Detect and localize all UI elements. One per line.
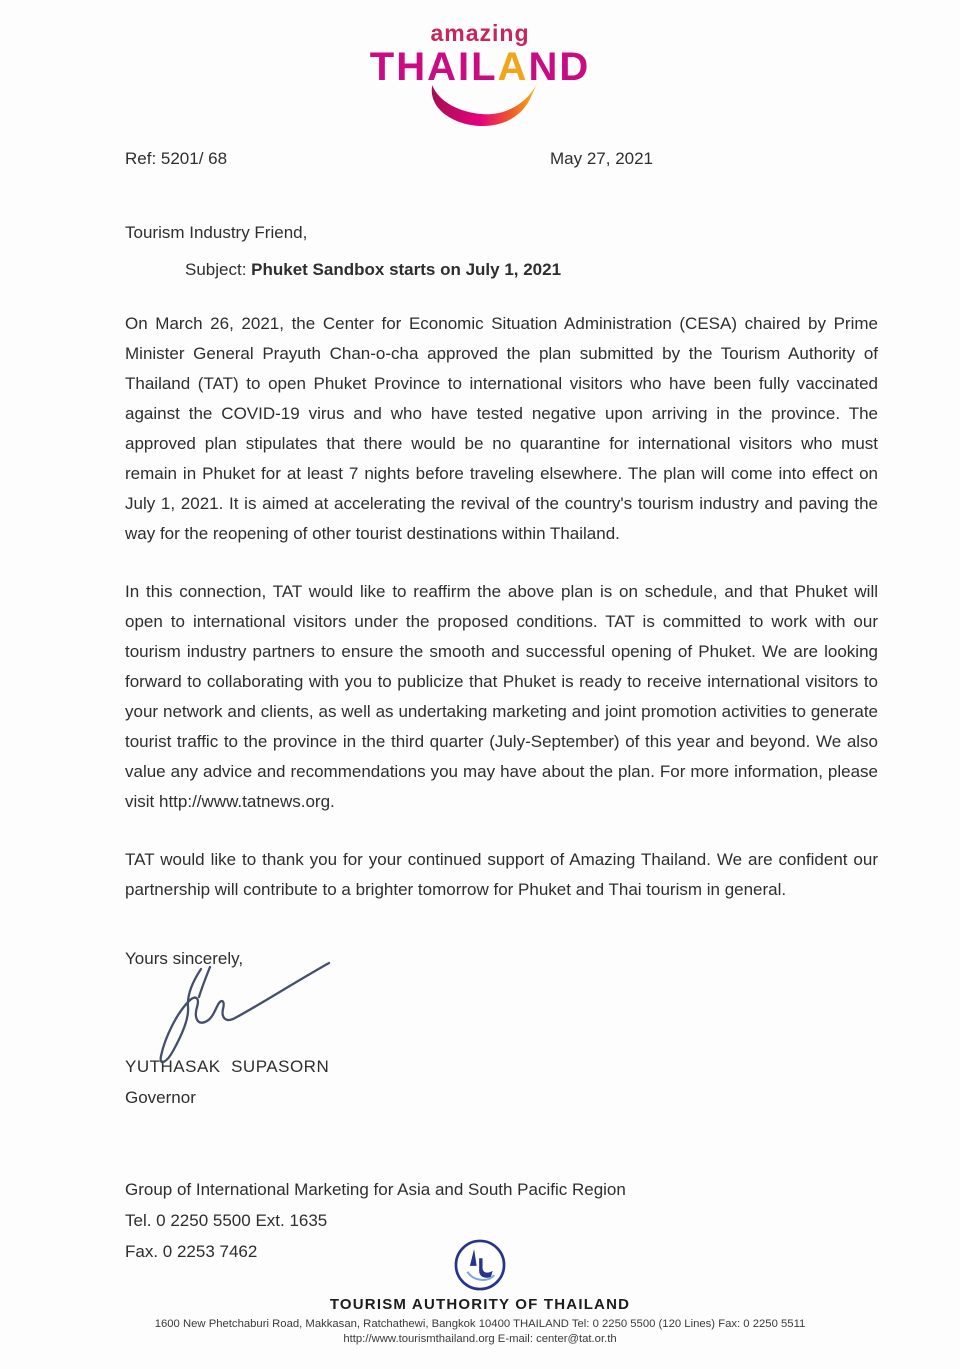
subject-label: Subject: — [185, 260, 252, 279]
subject-line — [125, 260, 878, 280]
body-paragraph-1: On March 26, 2021, the Center for Economic Situation Administration (CESA) chaired by Prime Minister General Prayuth Chan-o-cha approved the plan submitted by the Tourism Authority of Thailand (TAT) to open Phuket Province to international visitors who have been fully vaccinated against the COVID-19 virus and who have tested negative upon arriving in the province. The approved plan stipulates that there would be no quarantine for international visitors who must remain in Phuket for at least 7 nights before traveling elsewhere. The plan will come into effect on July 1, 2021. It is aimed at accelerating the revival of the country's tourism industry and paving the way for the reopening of other tourist destinations within Thailand. — [125, 314, 878, 543]
letter-body — [125, 149, 878, 1267]
letter-date: May 27, 2021 — [550, 149, 654, 168]
valediction: Yours sincerely, — [125, 949, 244, 968]
signer-title: Governor — [125, 1088, 196, 1107]
salutation: Tourism Industry Friend, — [125, 223, 308, 242]
footer — [0, 1238, 960, 1345]
tat-seal-icon — [453, 1238, 507, 1292]
signer-name: YUTHASAK SUPASORN — [125, 1057, 330, 1076]
amazing-thailand-logo — [0, 0, 960, 133]
footer-org-name: TOURISM AUTHORITY OF THAILAND — [329, 1296, 631, 1313]
signature-image — [125, 969, 878, 1057]
contact-tel: Tel. 0 2250 5500 Ext. 1635 — [125, 1211, 328, 1230]
subject-text: Phuket Sandbox starts on July 1, 2021 — [251, 260, 562, 279]
ref-number: Ref: 5201/ 68 — [125, 149, 228, 168]
body-paragraph-2: In this connection, TAT would like to reaffirm the above plan is on schedule, and that Phuket will open to international visitors under the proposed conditions. TAT is committed to work with our tourism industry partners to ensure the smooth and successful opening of Phuket. We are looking forward to collaborating with you to publicize that Phuket is ready to receive international visitors to your network and clients, as well as undertaking marketing and joint promotion activities to generate tourist traffic to the province in the third quarter (July-September) of this year and beyond. We also value any advice and recommendations you may have about the plan. For more information, please visit http://www.tatnews.org. — [125, 582, 878, 811]
meta-row — [125, 149, 878, 173]
body-paragraph-3: TAT would like to thank you for your continued support of Amazing Thailand. We are confident our partnership will contribute to a brighter tomorrow for Phuket and Thai tourism in general. — [125, 850, 878, 899]
closing-block — [125, 949, 878, 1108]
logo-amazing-text: amazing — [430, 20, 530, 46]
footer-address: 1600 New Phetchaburi Road, Makkasan, Ratchathewi, Bangkok 10400 THAILAND Tel: 0 2250 5500 (120 Lines) Fax: 0 2250 5511 — [154, 1318, 806, 1330]
contact-fax: Fax. 0 2253 7462 — [125, 1242, 258, 1261]
footer-web: http://www.tourismthailand.org E-mail: center@tat.or.th — [343, 1333, 617, 1345]
contact-department: Group of International Marketing for Asia and South Pacific Region — [125, 1180, 626, 1199]
logo-thailand-text: THAILAND — [369, 45, 591, 89]
